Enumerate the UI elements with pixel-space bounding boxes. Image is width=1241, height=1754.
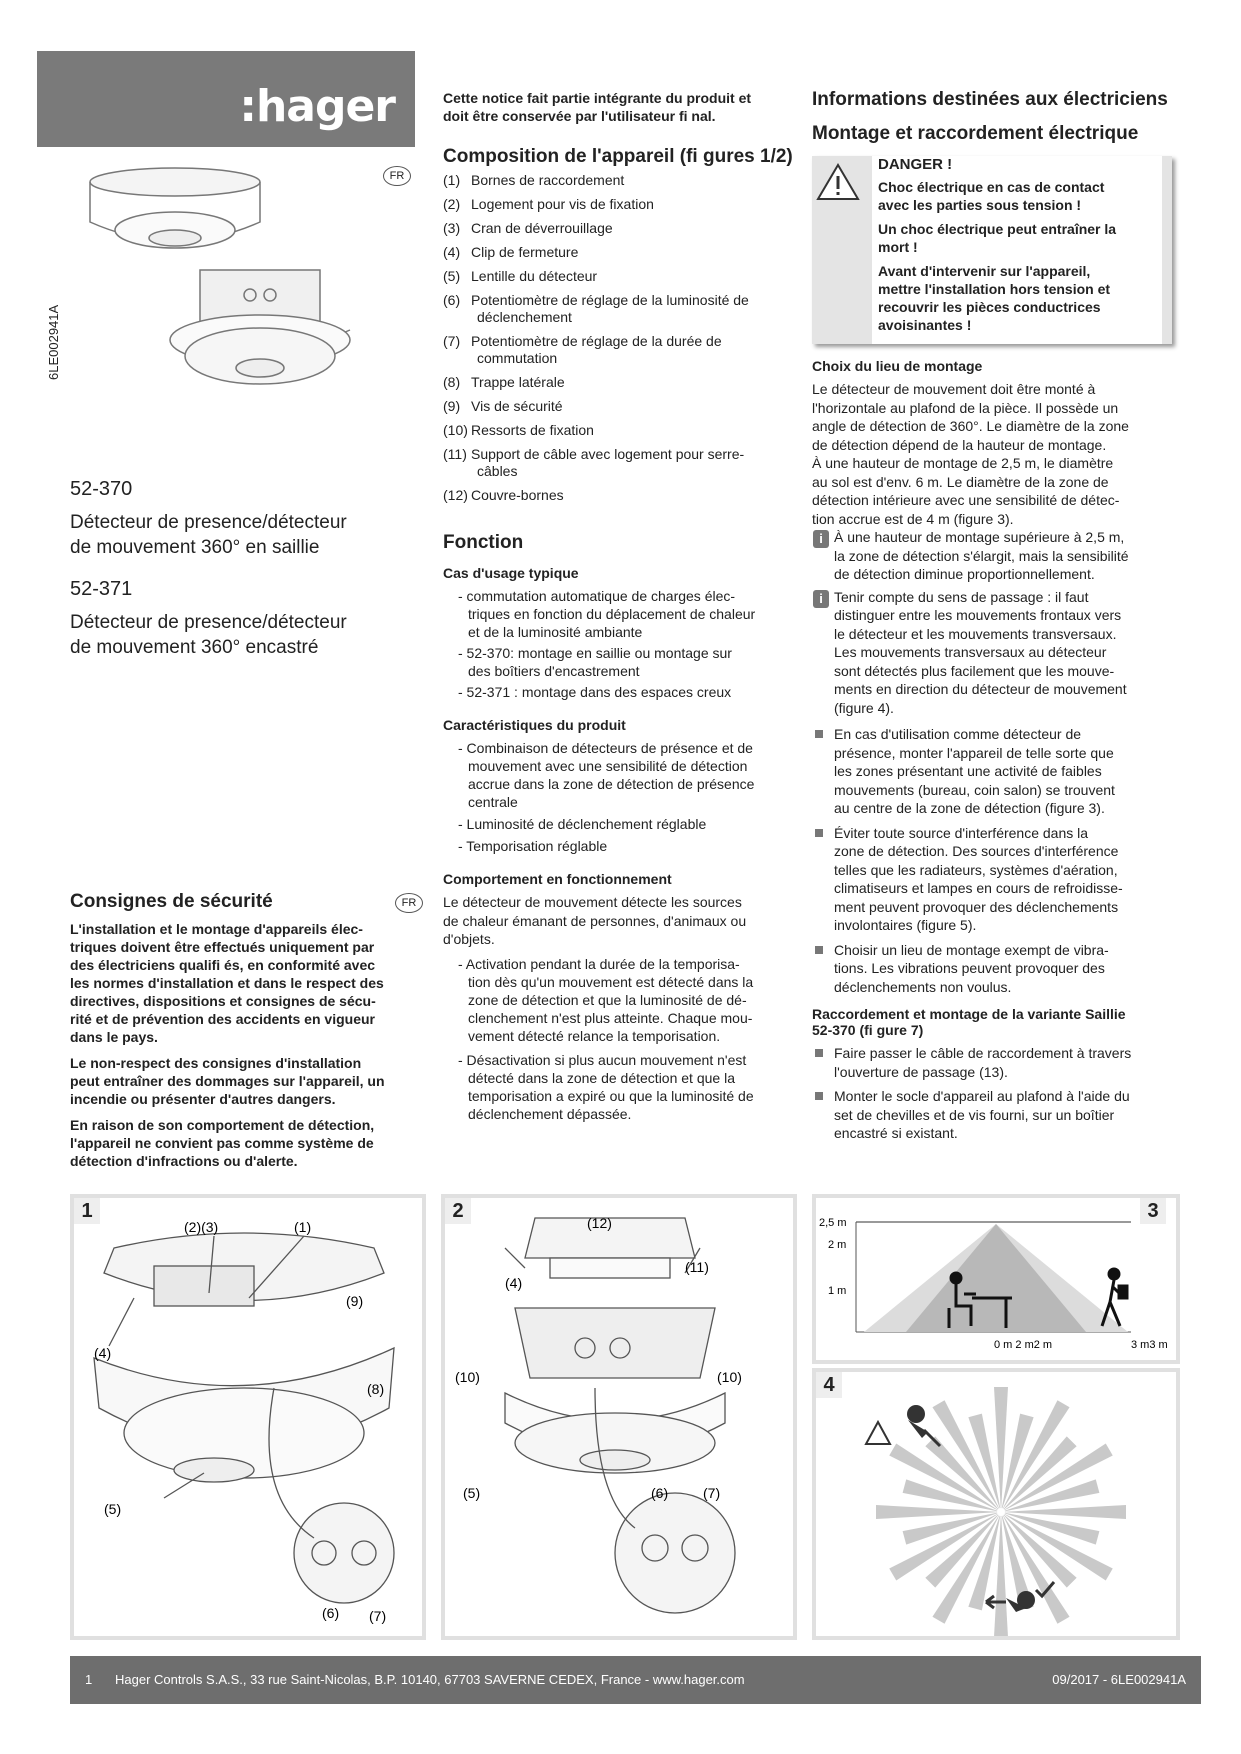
callout-label: (9) bbox=[346, 1293, 364, 1309]
product-code: 52-371 bbox=[70, 578, 133, 600]
list-item: (2) Logement pour vis de fixation bbox=[443, 196, 654, 212]
footer-address: Hager Controls S.A.S., 33 rue Saint-Nicolas, B.P. 10140, 67703 SAVERNE CEDEX, France - www.hager.com bbox=[115, 1672, 745, 1687]
elec-title: Informations destinées aux électriciens bbox=[812, 89, 1168, 110]
axis-label: 1 m bbox=[828, 1285, 847, 1297]
list-item: (11) Support de câble avec logement pour serre- câbles bbox=[443, 446, 745, 479]
footer-ref: 09/2017 - 6LE002941A bbox=[1052, 1672, 1186, 1687]
fonction-title: Fonction bbox=[443, 532, 524, 553]
callout-label: (6) bbox=[322, 1605, 340, 1621]
montage-section: Choix du lieu de montage Le détecteur de mouvement doit être monté à l'horizontale au plafond de la pièce. Il possède un angle de détection de 360°. Le diamètre de la zone de détection dépend de la hauteur de montage. À une hauteur de montage de 2,5 m, le diamètre au sol est d'env. 6 m. Le diamètre de la zone de détection intérieure avec une sensibilité de détec- tion accrue est de 4 m (figure 3). i À une hauteur de montage supérieure à 2,5 m, la zone de détection s'élargit, mais la sensibilité de détection diminue proportionnellement. i Tenir compte du sens de passage : il faut distinguer entre les mouvements frontaux vers le détecteur et les mouvements transversaux. Les mouvements transversaux au détecteur sont détectés plus facilement que les mouve- ments en direction du détecteur de mouvement (figure 4). En cas d'utilisation comme détecteur de présence, monter l'appareil de telle sorte que les zones présentant une activité de faibles mouvements (bureau, coin salon) se trouvent au centre de la zone de détection (figure 3). Éviter toute source d'interférence dans la zone de détection. Des sources d'interférence telles que les radiateurs, systèmes d'aération, climatiseurs et lampes en cours de refroidisse- ment peuvent provoquer des déclenchements involontaires (figure 5). Choisir un lieu de montage exempt de vibra- tions. Les vibrations peuvent provoquer des déclenchements non voulus. Raccordement et montage de la variante Saillie 52-370 (fi gure 7) Faire passer le câble de raccordement à travers l'ouverture de passage (13). Monter le socle d'appareil au plafond à l'aide du set de chevilles et de vis fourni, sur un boîtier encastré si existant. bbox=[812, 358, 1172, 1149]
list-item: (3) Cran de déverrouillage bbox=[443, 220, 613, 236]
footer bbox=[70, 1656, 1201, 1704]
axis-label: 3 m3 m bbox=[1131, 1339, 1168, 1351]
list-item: (9) Vis de sécurité bbox=[443, 398, 563, 414]
montage-title: Montage et raccordement électrique bbox=[812, 123, 1139, 144]
notice: Cette notice fait partie intégrante du produit et doit être conservée par l'utilisateur fi nal. bbox=[443, 90, 752, 124]
composition-list bbox=[443, 172, 793, 511]
list-item: (1) Bornes de raccordement bbox=[443, 172, 625, 188]
callout-label: (6) bbox=[651, 1485, 669, 1501]
detection-pattern-diagram bbox=[816, 1372, 1176, 1636]
safety-text: L'installation et le montage d'appareils élec- triques doivent être effectués uniquement par des électriciens qualifi és, en conformité avec les normes d'installation et dans le respect des directives, dispositions et consignes de sécu- rité et de prévention des accidents en vigueur dans le pays. Le non-respect des consignes d'installation peut entraîner des dommages sur l'appareil, un incendie ou présenter d'autres dangers. En raison de son comportement de détection, l'appareil ne convient pas comme système de détection d'infractions ou d'alerte. bbox=[70, 921, 385, 1169]
lang-badge: FR bbox=[395, 893, 423, 913]
product-illustration bbox=[70, 160, 390, 410]
axis-label: 2 m bbox=[828, 1239, 847, 1251]
callout-label: (7) bbox=[369, 1608, 387, 1624]
list-item: (7) Potentiomètre de réglage de la durée de commutation bbox=[443, 333, 722, 366]
brand-header bbox=[37, 51, 415, 147]
warning-icon bbox=[866, 1422, 890, 1444]
product-desc: Détecteur de presence/détecteur de mouvement 360° en saillie bbox=[70, 512, 347, 558]
list-item: (8) Trappe latérale bbox=[443, 374, 565, 390]
fonction-section: Cas d'usage typique - commutation automatique de charges élec- triques en fonction du déplacement de chaleur et de la luminosité ambiante - 52-370: montage en saillie ou montage sur des boîtiers d'encastrement - 52-371 : montage dans des espaces creux Caractéristiques du produit - Combinaison de détecteurs de présence et de mouvement avec une sensibilité de détection accrue dans la zone de détection de présence centrale - Luminosité de déclenchement réglable - Temporisation réglable Comportement en fonctionnement Le détecteur de mouvement détecte les sources de chaleur émanant de personnes, d'animaux ou d'objets. - Activation pendant la durée de la temporisa- tion dès qu'un mouvement est détecté dans la zone de détection et que la luminosité de dé- clenchement n'est plus atteinte. Chaque mou- vement détecté relance la temporisation. - Désactivation si plus aucun mouvement n'est détecté dans la zone de détection et que la temporisation a expiré ou que la luminosité de déclenchement dépassée. bbox=[443, 565, 798, 1126]
list-item: - commutation automatique de charges élec- triques en fonction du déplacement de chaleur et de la luminosité ambiante bbox=[458, 588, 756, 640]
callout-label: (4) bbox=[94, 1345, 112, 1361]
list-item: - 52-370: montage en saillie ou montage sur des boîtiers d'encastrement bbox=[458, 645, 732, 679]
figure-4: 4 bbox=[812, 1368, 1180, 1640]
list-item: (4) Clip de fermeture bbox=[443, 244, 579, 260]
callout-label: (12) bbox=[587, 1215, 612, 1231]
warning-icon bbox=[816, 162, 860, 202]
doc-code-vertical: 6LE002941A bbox=[46, 304, 61, 380]
product-code: 52-370 bbox=[70, 478, 133, 500]
product-desc: Détecteur de presence/détecteur de mouvement 360° encastré bbox=[70, 612, 347, 658]
list-item: Choisir un lieu de montage exempt de vibra- tions. Les vibrations peuvent provoquer des déclenchements non voulus. bbox=[812, 941, 1172, 997]
callout-label: (11) bbox=[685, 1259, 709, 1275]
detection-range-diagram bbox=[816, 1198, 1176, 1360]
list-item: - Activation pendant la durée de la temporisa- tion dès qu'un mouvement est détecté dans la zone de détection et que la luminosité de dé- clenchement n'est plus atteinte. Chaque mou- vement détecté relance la temporisation. bbox=[458, 955, 754, 1044]
figure-1: 1 (2)(3) (1) (9) (4) (8) (5) (6) (7) bbox=[70, 1194, 426, 1640]
axis-label: 2,5 m bbox=[819, 1217, 847, 1229]
callout-label: (4) bbox=[505, 1275, 523, 1291]
lang-badge: FR bbox=[383, 166, 411, 186]
list-item: (10) Ressorts de fixation bbox=[443, 422, 594, 438]
callout-label: (5) bbox=[463, 1485, 481, 1501]
list-item: (6) Potentiomètre de réglage de la luminosité de déclenchement bbox=[443, 292, 749, 325]
list-item: - Temporisation réglable bbox=[458, 838, 608, 854]
callout-label: (10) bbox=[455, 1369, 480, 1385]
info-note: i Tenir compte du sens de passage : il faut distinguer entre les mouvements frontaux vers le détecteur et les mouvements transversaux. Les mouvements transversaux au détecteur sont détectés plus facilement que les mouve- ments en direction du détecteur de mouvement (figure 4). bbox=[812, 588, 1172, 718]
page-number: 1 bbox=[85, 1672, 93, 1687]
danger-box: DANGER ! Choc électrique en cas de contact avec les parties sous tension ! Un choc électrique peut entraîner la mort ! Avant d'intervenir sur l'appareil, mettre l'installation hors tension et recouvrir les pièces conductrices avoisinantes ! bbox=[812, 156, 1172, 344]
callout-label: (8) bbox=[367, 1381, 385, 1397]
list-item: - Combinaison de détecteurs de présence et de mouvement avec une sensibilité de détection accrue dans la zone de détection de présence centrale bbox=[458, 740, 755, 810]
person-icon bbox=[907, 1405, 928, 1438]
info-icon: i bbox=[813, 530, 829, 548]
safety-title: Consignes de sécurité bbox=[70, 891, 273, 912]
callout-label: (2)(3) bbox=[184, 1219, 219, 1235]
list-item: Faire passer le câble de raccordement à travers l'ouverture de passage (13). bbox=[812, 1044, 1172, 1081]
list-item: (5) Lentille du détecteur bbox=[443, 268, 598, 284]
callout-label: (10) bbox=[717, 1369, 742, 1385]
composition-title: Composition de l'appareil (fi gures 1/2) bbox=[443, 146, 793, 167]
figure-1-drawing bbox=[74, 1198, 422, 1636]
list-item: Éviter toute source d'interférence dans la zone de détection. Des sources d'interférence telles que les radiateurs, systèmes d'aération, climatiseurs et lampes en cours de refroidisse- ment peuvent provoquer des déclenchements involontaires (figure 5). bbox=[812, 824, 1172, 935]
figure-2: 2 (12) (4) (11) (10) (10) (5) (6) (7) bbox=[441, 1194, 797, 1640]
callout-label: (1) bbox=[294, 1219, 312, 1235]
callout-label: (7) bbox=[703, 1485, 721, 1501]
list-item: - Luminosité de déclenchement réglable bbox=[458, 816, 707, 832]
list-item: - Désactivation si plus aucun mouvement n'est détecté dans la zone de détection et que la temporisation a expiré ou que la luminosité de déclenchement dépassée. bbox=[458, 1051, 754, 1122]
list-item: En cas d'utilisation comme détecteur de présence, monter l'appareil de telle sorte que les zones présentant une activité de faibles mouvements (bureau, coin salon) se trouvent au centre de la zone de détection (figure 3). bbox=[812, 725, 1172, 818]
axis-label: 0 m 2 m2 m bbox=[994, 1339, 1053, 1351]
callout-label: (5) bbox=[104, 1501, 122, 1517]
hager-logo: :hager bbox=[239, 81, 395, 132]
list-item: - 52-371 : montage dans des espaces creux bbox=[458, 684, 732, 700]
info-icon: i bbox=[813, 590, 829, 608]
person-icon bbox=[1006, 1591, 1035, 1612]
list-item: (12) Couvre-bornes bbox=[443, 487, 564, 503]
figure-2-drawing bbox=[445, 1198, 793, 1636]
figure-3: 3 2,5 m 2 m 1 m 0 m 2 m2 m 3 m3 m bbox=[812, 1194, 1180, 1364]
list-item: Monter le socle d'appareil au plafond à l'aide du set de chevilles et de vis fourni, sur un boîtier encastré si existant. bbox=[812, 1087, 1172, 1143]
info-note: i À une hauteur de montage supérieure à 2,5 m, la zone de détection s'élargit, mais la sensibilité de détection diminue proportionnellement. bbox=[812, 528, 1172, 584]
